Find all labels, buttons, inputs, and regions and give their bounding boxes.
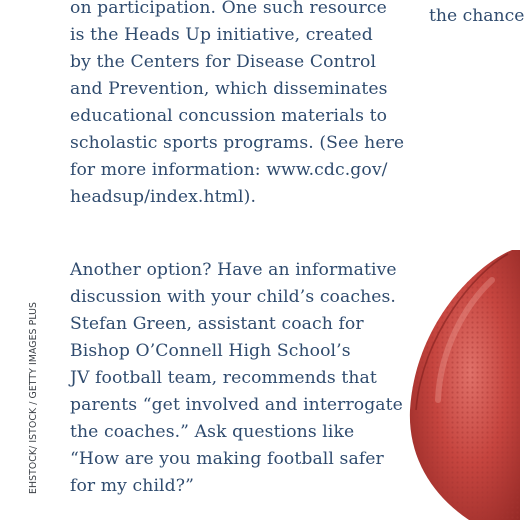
text-line: Another option? Have an informative xyxy=(70,260,397,280)
text-line: on participation. One such resource xyxy=(70,0,387,18)
text-line: parents “get involved and interrogate xyxy=(70,395,403,415)
article-paragraph-1 xyxy=(70,0,410,211)
football-texture xyxy=(410,250,520,520)
text-line: for my child?” xyxy=(70,476,194,496)
photo-credit: EHSTOCK/ ISTOCK / GETTY IMAGES PLUS xyxy=(28,301,39,494)
text-line: headsup/index.html). xyxy=(70,187,257,207)
text-line: educational concussion materials to xyxy=(70,106,388,126)
text-line: by the Centers for Disease Control xyxy=(70,52,377,72)
text-line: discussion with your child’s coaches. xyxy=(70,287,396,307)
text-line: Bishop O’Connell High School’s xyxy=(70,341,351,361)
text-line: “How are you making football safer xyxy=(70,449,384,469)
text-line: is the Heads Up initiative, created xyxy=(70,25,373,45)
text-line: for more information: www.cdc.gov/ xyxy=(70,160,388,180)
football-photo xyxy=(380,240,520,520)
article-paragraph-2 xyxy=(70,257,410,500)
text-line: Stefan Green, assistant coach for xyxy=(70,314,364,334)
text-line: the coaches.” Ask questions like xyxy=(70,422,355,442)
text-line: scholastic sports programs. (See here xyxy=(70,133,405,153)
right-column-text: the chance xyxy=(429,6,524,26)
text-line: and Prevention, which disseminates xyxy=(70,79,388,99)
text-line: JV football team, recommends that xyxy=(70,368,377,388)
